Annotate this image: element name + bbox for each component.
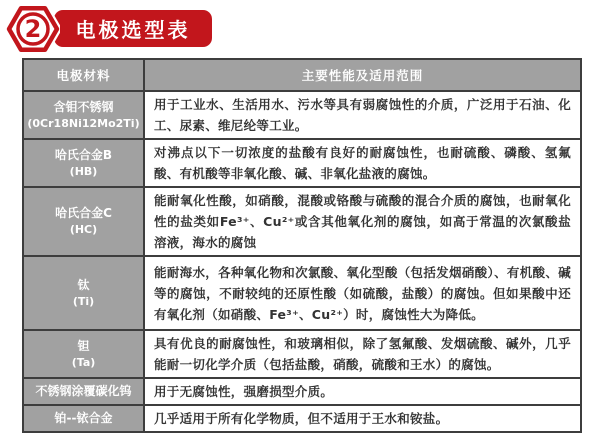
electrode-selection-table bbox=[22, 58, 582, 433]
material-cell bbox=[23, 256, 144, 330]
material-name: 哈氏合金B bbox=[54, 147, 113, 162]
section-header bbox=[0, 0, 600, 56]
material-name: 铂--铱合金 bbox=[54, 411, 113, 426]
material-name: 钽 bbox=[77, 338, 90, 353]
table-row bbox=[23, 378, 581, 405]
section-number-hexagon-icon bbox=[6, 2, 60, 56]
table-row bbox=[23, 256, 581, 330]
material-cell bbox=[23, 378, 144, 405]
table-row bbox=[23, 330, 581, 378]
table-row bbox=[23, 405, 581, 432]
table-row bbox=[23, 91, 581, 139]
material-grade: (0Cr18Ni12Mo2Ti) bbox=[27, 116, 140, 130]
material-grade: (HC) bbox=[69, 223, 98, 237]
material-cell bbox=[23, 330, 144, 378]
section-number: 2 bbox=[24, 15, 42, 43]
material-cell bbox=[23, 187, 144, 256]
material-grade: (HB) bbox=[69, 164, 98, 178]
table-row bbox=[23, 139, 581, 187]
description-cell: 能耐海水，各种氧化物和次氯酸、氧化型酸（包括发烟硝酸）、有机酸、碱等的腐蚀，不耐较纯的还原性酸（如硫酸，盐酸）的腐蚀。但如果酸中还有氧化剂（如硝酸、Fe³⁺、Cu²⁺）时，腐蚀性大为降低。 bbox=[144, 256, 581, 330]
material-name: 含钼不锈钢 bbox=[53, 99, 114, 114]
description-cell: 用于无腐蚀性，强磨损型介质。 bbox=[144, 378, 581, 405]
material-cell bbox=[23, 91, 144, 139]
material-grade: (Ta) bbox=[71, 355, 96, 369]
description-cell: 能耐氧化性酸，如硝酸，混酸或铬酸与硫酸的混合介质的腐蚀，也耐氧化性的盐类如Fe³⁺、Cu²⁺或含其他氧化剂的腐蚀，如高于常温的次氯酸盐溶液，海水的腐蚀 bbox=[144, 187, 581, 256]
material-cell bbox=[23, 139, 144, 187]
description-cell: 对沸点以下一切浓度的盐酸有良好的耐腐蚀性，也耐硫酸、磷酸、氢氟酸、有机酸等非氧化酸、碱、非氧化盐液的腐蚀。 bbox=[144, 139, 581, 187]
description-cell: 用于工业水、生活用水、污水等具有弱腐蚀性的介质，广泛用于石油、化工、尿素、维尼纶等工业。 bbox=[144, 91, 581, 139]
material-cell bbox=[23, 405, 144, 432]
page-title: 电极选型表 bbox=[54, 10, 212, 47]
table-row bbox=[23, 187, 581, 256]
column-header-material: 电极材料 bbox=[23, 59, 144, 91]
material-name: 哈氏合金C bbox=[55, 206, 112, 221]
description-cell: 几乎适用于所有化学物质，但不适用于王水和铵盐。 bbox=[144, 405, 581, 432]
table-header-row bbox=[23, 59, 581, 91]
description-cell: 具有优良的耐腐蚀性，和玻璃相似，除了氢氟酸、发烟硫酸、碱外，几乎能耐一切化学介质（包括盐酸，硝酸，硫酸和王水）的腐蚀。 bbox=[144, 330, 581, 378]
material-grade: (Ti) bbox=[72, 294, 95, 308]
column-header-performance: 主要性能及适用范围 bbox=[144, 59, 581, 91]
material-name: 不锈钢涂覆碳化钨 bbox=[35, 384, 132, 399]
material-name: 钛 bbox=[77, 277, 90, 292]
